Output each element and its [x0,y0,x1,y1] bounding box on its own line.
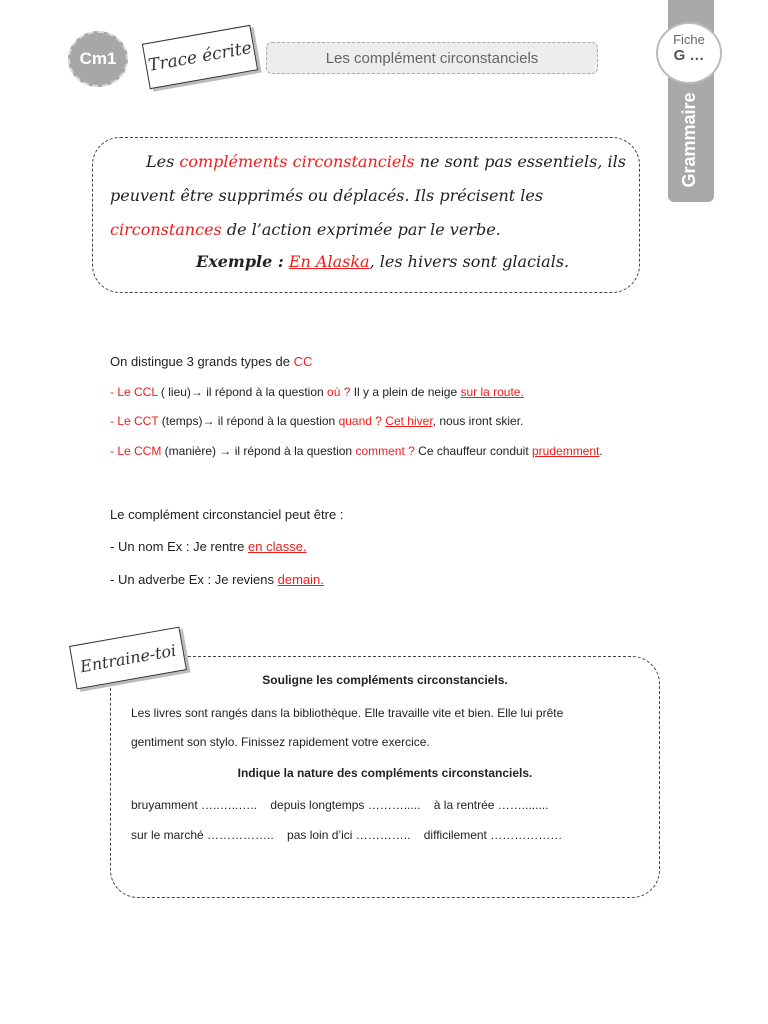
lesson-text: ne sont pas essentiels, ils [414,152,626,171]
ccl-desc: ( lieu)→ il répond à la question [157,385,328,399]
lesson-line-3 [110,220,501,239]
exercise-row-2: sur le marché …………….. pas loin d’ici ………….. difficilement ……………… [131,828,563,842]
lesson-line-2: peuvent être supprimés ou déplacés. Ils précisent les [110,186,544,205]
side-tab-label: Grammaire [679,92,699,188]
ccm-end: . [599,444,603,458]
cct-desc: (temps)→ il répond à la question [158,414,339,428]
can-be-noun [110,539,307,554]
lesson-text: de l’action exprimée par le verbe. [221,220,501,239]
can-be-adverb [110,572,324,587]
ccl-example-text: Il y a plein de neige [350,385,461,399]
fiche-label: Fiche [673,32,705,47]
lesson-keyword: circonstances [110,220,222,239]
exercise-instruction-2: Indique la nature des compléments circonstanciels. [237,766,533,780]
ccl-question: où ? [327,385,351,399]
lesson-example [196,252,569,271]
example-cc: En Alaska [288,252,370,271]
noun-text: - Un nom Ex : Je rentre [110,539,248,554]
trace-ecrite-tag: Trace écrite [142,25,258,89]
ccm-label: - Le CCM [110,444,162,458]
example-label: Exemple : [196,252,284,271]
fiche-badge [656,22,722,84]
exercise-text-line-2: gentiment son stylo. Finissez rapidement votre exercice. [131,735,430,749]
cct-question: quand ? [338,414,382,428]
lesson-line-1 [146,152,626,171]
type-ccl [110,385,524,399]
example-text: , les hivers sont glacials. [369,252,570,271]
fiche-code: G … [673,47,705,64]
ccl-label: - Le CCL [110,385,158,399]
types-intro [110,354,312,369]
can-be-intro: Le complément circonstanciel peut être : [110,507,344,522]
ccm-example-cc: prudemment [532,444,600,458]
types-intro-text: On distingue 3 grands types de [110,354,294,369]
ccm-desc: (manière) → il répond à la question [161,444,356,458]
exercise-text-line-1: Les livres sont rangés dans la bibliothèque. Elle travaille vite et bien. Elle lui prête [131,706,564,720]
cct-example-cc: Cet hiver [385,414,433,428]
adverb-example-cc: demain. [277,572,324,587]
entraine-toi-tag: Entraine-toi [69,627,187,690]
ccm-question: comment ? [355,444,415,458]
cct-example-text: , nous iront skier. [432,414,524,428]
exercise-row-1: bruyamment …..…..….. depuis longtemps ………..... à la rentrée ……........ [131,798,549,812]
cct-label: - Le CCT [110,414,159,428]
noun-example-cc: en classe. [248,539,307,554]
exercise-instruction-1: Souligne les compléments circonstanciels. [262,673,508,687]
level-badge: Cm1 [68,31,128,87]
page-title: Les complément circonstanciels [266,42,598,74]
type-ccm [110,444,603,458]
adverb-text: - Un adverbe Ex : Je reviens [110,572,278,587]
lesson-keyword: compléments circonstanciels [179,152,415,171]
lesson-text: Les [146,152,180,171]
ccl-example-cc: sur la route. [460,385,524,399]
type-cct [110,414,523,428]
types-intro-cc: CC [293,354,313,369]
ccm-example-text: Ce chauffeur conduit [414,444,532,458]
